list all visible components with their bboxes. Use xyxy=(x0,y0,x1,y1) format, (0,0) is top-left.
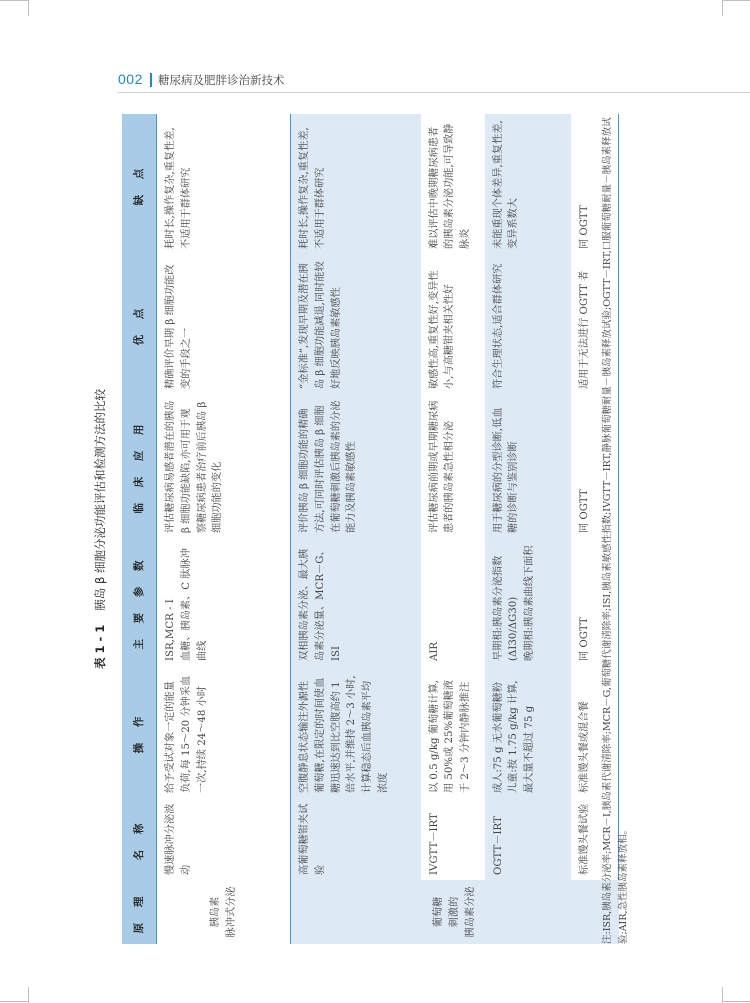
pros-cell: 精确评价早期 β 细胞功能改变的手段之一 xyxy=(157,254,291,394)
header-rule xyxy=(118,92,750,93)
table-header-row xyxy=(122,114,157,944)
params-cell: 早期相:胰岛素分泌指数(ΔI30/ΔG30) 晚期相:胰岛素曲线下面积 xyxy=(485,538,571,666)
column-header: 缺 点 xyxy=(122,114,157,254)
table-footnote: 注:ISR,胰岛素分泌率;MCR－I,胰岛素代谢清除率;MCR－G,葡萄糖代谢清除率;ISI,胰岛素敏感性指数;IVGTT－IRT,静脉葡萄糖耐量－胰岛素释放试验;OGTT－IRT,口服葡萄糖耐量－胰岛素释放试验;AIR,急性胰岛素释放相。 xyxy=(602,117,629,944)
clinical-cell: 评估糖尿病前期或早期糖尿病患者的胰岛素急性相分泌 xyxy=(421,394,485,538)
operation-cell: 给予受试对象一定的能量负荷,每 15～20 分钟采血一次,持续 24～48 小时 xyxy=(157,666,291,798)
principle-cell: 胰岛素 脉冲式分泌 xyxy=(157,880,291,944)
principle-cell: 葡萄糖 刺激的 胰岛素分泌 xyxy=(291,880,619,944)
params-cell: 双相胰岛素分泌、最大胰岛素分泌量、MCR－G、ISI xyxy=(291,538,421,666)
table-row xyxy=(291,114,421,944)
params-cell: ISR,MCR - I 血糖、胰岛素、C 肽脉冲曲线 xyxy=(157,538,291,666)
method-name: 高葡萄糖钳夹试验 xyxy=(291,798,421,880)
column-header: 临 床 应 用 xyxy=(122,394,157,538)
column-header: 原 理 xyxy=(122,880,157,944)
column-header: 优 点 xyxy=(122,254,157,394)
operation-cell: 以 0.5 g/kg 葡萄糖计算,用 50%或 25%葡萄糖液于 2～3 分钟内静脉推注 xyxy=(421,666,485,798)
pros-cell: 符合生理状态,适合群体研究 xyxy=(485,254,571,394)
crop-mark xyxy=(722,1001,750,1002)
clinical-cell: 评估糖尿病易感者潜在的胰岛 β 细胞功能缺陷,亦可用于观察糖尿病患者治疗前后胰岛 β 细胞功能的变化 xyxy=(157,394,291,538)
operation-cell: 空腹静息状态输注外源性葡萄糖,在限定的时间使血糖迅速达到比空腹高约 1 倍水平,并维持 2～3 小时,计算稳态后血胰岛素平均浓度 xyxy=(291,666,421,798)
crop-mark xyxy=(28,987,29,1003)
crop-mark xyxy=(722,0,750,1)
method-name: IVGTT－IRT xyxy=(421,798,485,880)
params-cell: AIR xyxy=(421,538,485,666)
rotated-table-area xyxy=(92,114,644,944)
page-number: 002 xyxy=(118,71,143,87)
cons-cell: 未能重现个体差异,重复性差,变异系数大 xyxy=(485,114,571,254)
clinical-cell: 评价胰岛 β 细胞功能的精确方法,可同时评估胰岛 β 细胞在葡萄糖刺激后胰岛素的分泌能力及胰岛素敏感性 xyxy=(291,394,421,538)
table-row xyxy=(421,114,485,944)
book-title: 糖尿病及肥胖诊治新技术 xyxy=(158,73,285,87)
column-header: 操 作 xyxy=(122,666,157,798)
table-number: 表 1 - 1 xyxy=(93,624,107,669)
cons-cell: 同 OGTT xyxy=(571,114,619,254)
operation-cell: 标准馒头餐或混合餐 xyxy=(571,666,619,798)
column-header: 名 称 xyxy=(122,798,157,880)
clinical-cell: 用于糖尿病的分型诊断,低血糖的诊断与鉴别诊断 xyxy=(485,394,571,538)
table-row xyxy=(157,114,291,944)
table-title: 胰岛 β 细胞分泌功能评估和检测方法的比较 xyxy=(93,389,107,611)
crop-mark xyxy=(722,987,723,1003)
table-caption xyxy=(92,114,108,944)
table-row xyxy=(485,114,571,944)
running-header xyxy=(118,70,750,94)
method-name: 标准馒头餐试验 xyxy=(571,798,619,880)
method-name: OGTT－IRT xyxy=(485,798,571,880)
crop-mark xyxy=(0,0,28,1)
params-cell: 同 OGTT xyxy=(571,538,619,666)
cons-cell: 难以评估中晚期糖尿病患者的胰岛素分泌功能,可导致静脉炎 xyxy=(421,114,485,254)
cons-cell: 耗时长,操作复杂,重复性差,不适用于群体研究 xyxy=(291,114,421,254)
crop-mark xyxy=(722,0,723,16)
pros-cell: 敏感性高,重复性好,变异性小,与高糖钳夹相关性好 xyxy=(421,254,485,394)
crop-mark xyxy=(28,0,29,16)
header-divider xyxy=(150,73,152,87)
crop-mark xyxy=(0,1001,28,1002)
clinical-cell: 同 OGTT xyxy=(571,394,619,538)
column-header: 主 要 参 数 xyxy=(122,538,157,666)
pros-cell: 适用于无法进行 OGTT 者 xyxy=(571,254,619,394)
cons-cell: 耗时长,操作复杂,重复性差,不适用于群体研究 xyxy=(157,114,291,254)
comparison-table xyxy=(122,114,619,944)
operation-cell: 成人:75 g 无水葡萄糖粉 儿童:按 1.75 g/kg 计算,最大量不超过 75 g xyxy=(485,666,571,798)
method-name: 慢速脉冲分泌波动 xyxy=(157,798,291,880)
pros-cell: “金标准”,发现早期及潜在胰岛 β 细胞功能减退,同时能较好地反映胰岛素敏感性 xyxy=(291,254,421,394)
